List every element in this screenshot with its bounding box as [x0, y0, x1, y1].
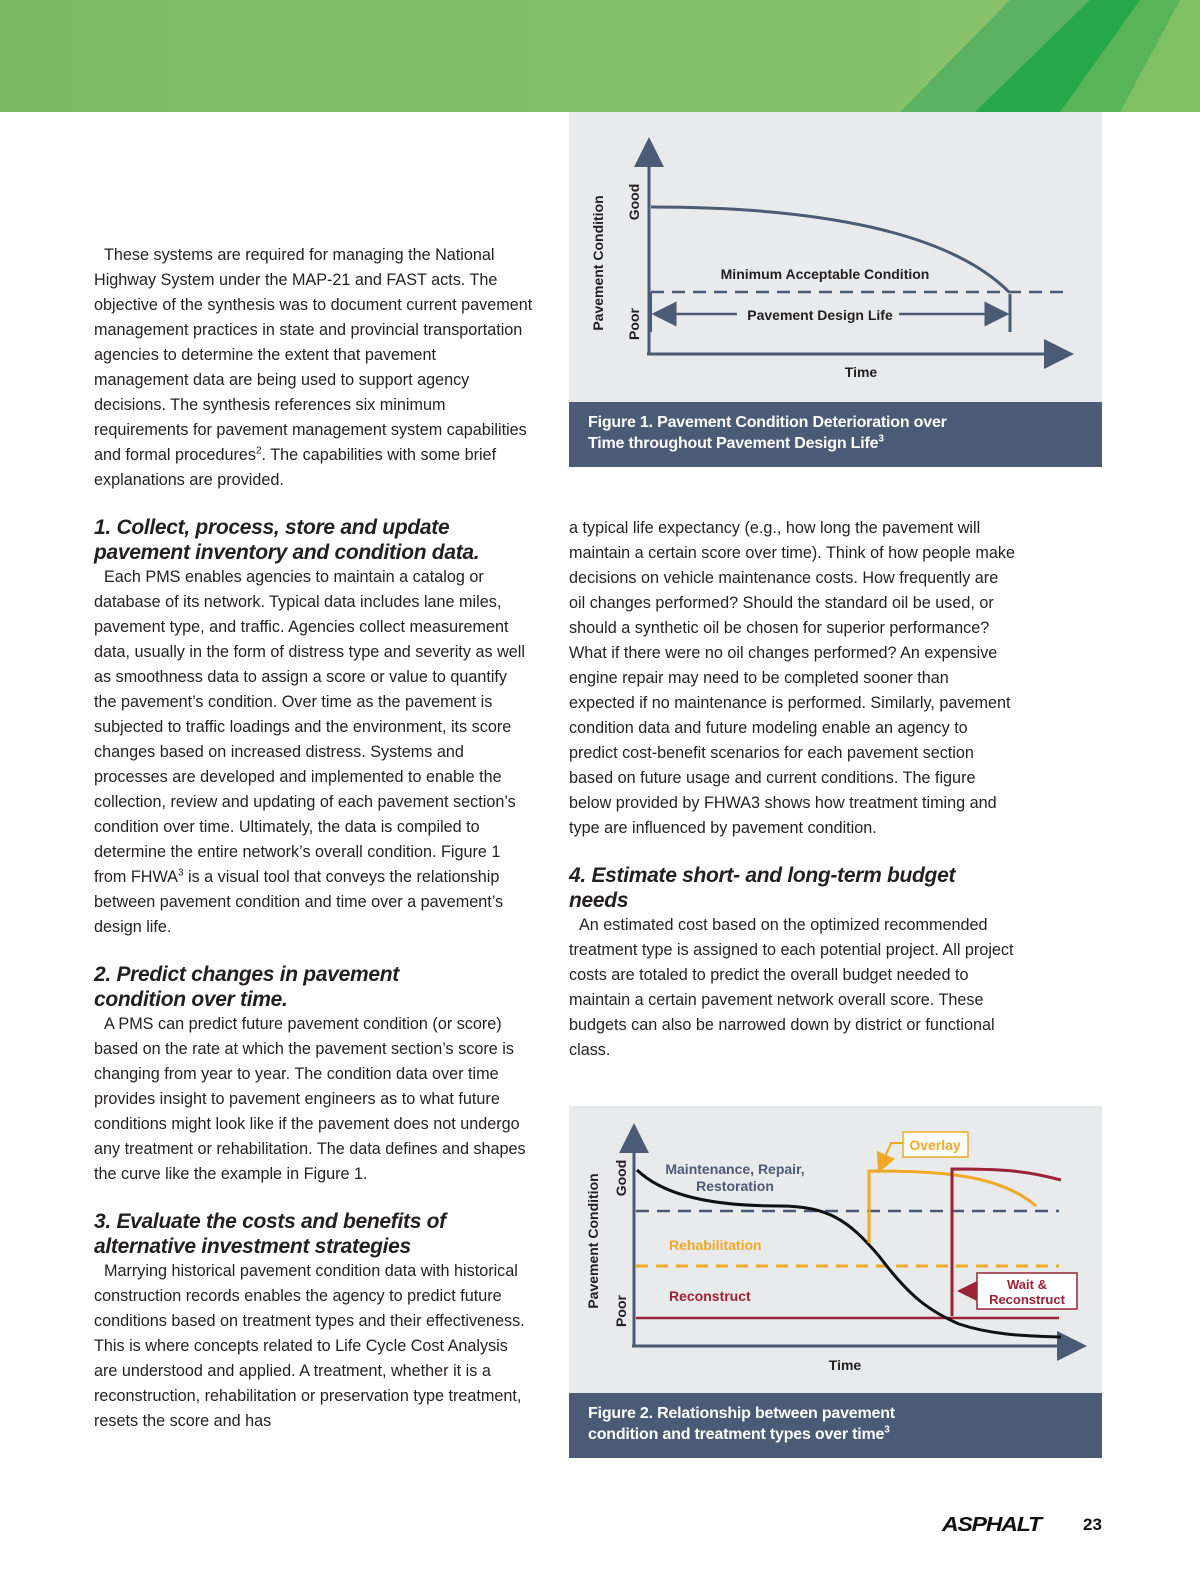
figure-2-mrr-label-line1: Maintenance, Repair, — [665, 1161, 805, 1177]
right-column — [569, 516, 1017, 1063]
figure-2-rehab-label: Rehabilitation — [669, 1237, 762, 1253]
page-number: 23 — [1083, 1515, 1102, 1534]
figure-2-wait-label-line2: Reconstruct — [989, 1292, 1065, 1307]
intro-paragraph: These systems are required for managing the National Highway System under the MAP-21 and FAST acts. The objective of the synthesis was to document current pavement management practices in state and provincial transportation agencies to determine the extent that pavement management data are being used to support agency decisions. The synthesis references six minimum requirements for pavement management system capabilities and formal procedures$^2$. The capabilities with some brief explanations are provided. — [94, 246, 533, 489]
figure-1-design-life-label: Pavement Design Life — [747, 307, 893, 323]
figure-1-caption: Figure 1. Pavement Condition Deterioration over Time throughout Pavement Design Life$^3$ — [569, 402, 1102, 467]
section-3-heading: 3. Evaluate the costs and benefits of alternative investment strategies — [94, 1210, 446, 1258]
figure-1 — [569, 112, 1102, 467]
figure-1-threshold-label: Minimum Acceptable Condition — [720, 266, 930, 282]
figure-2-wait-label-line1: Wait & — [1007, 1277, 1047, 1292]
section-4-text: An estimated cost based on the optimized recommended treatment type is assigned to each potential project. All project costs are totaled to predict the overall budget needed to maintain a certain pavement network overall score. These budgets can also be narrowed down by district or functional class. — [569, 916, 1014, 1059]
figure-2 — [569, 1106, 1102, 1458]
figure-2-good-label: Good — [613, 1159, 629, 1197]
section-1-text: Each PMS enables agencies to maintain a catalog or database of its network. Typical data includes lane miles, pavement type, and traffic. Agencies collect measurement data, usually in the form of distress type and severity as well as smoothness data to assign a score or value to quantify the pavement’s condition. Over time as the pavement is subjected to traffic loadings and the environment, its score changes based on increased distress. Systems and processes are developed and implemented to enable the collection, review and updating of each pavement section’s condition over time. Ultimately, the data is compiled to determine the entire network’s overall condition. Figure 1 from FHWA$^3$ is a visual tool that conveys the relationship between pavement condition and time over a pavement’s design life. — [94, 568, 525, 936]
figure-2-overlay-pointer — [882, 1143, 903, 1164]
figure-2-poor-label: Poor — [613, 1295, 629, 1327]
figure-2-mrr-label-line2: Restoration — [696, 1178, 774, 1194]
footer-brand-logo: ASPHALT — [942, 1514, 1041, 1536]
section-3-text: Marrying historical pavement condition data with historical construction records enables the agency to predict future conditions based on treatment types and their effectiveness. This is where concepts related to Life Cycle Cost Analysis are understood and applied. A treatment, whether it is a reconstruction, rehabilitation or preservation type treatment, resets the score and has — [94, 1262, 525, 1430]
section-2-heading: 2. Predict changes in pavement condition over time. — [94, 963, 399, 1011]
figure-1-x-axis-label: Time — [844, 364, 878, 380]
section-3-continuation: a typical life expectancy (e.g., how long the pavement will maintain a certain score over time). Think of how people make decisions on vehicle maintenance costs. How frequently are oil changes performed? Should the standard oil be used, or should a synthetic oil be chosen for superior performance? What if there were no oil changes performed? An expensive engine repair may need to be completed sooner than expected if no maintenance is performed. Similarly, pavement condition data and future modeling enable an agency to predict cost-benefit scenarios for each pavement section based on future usage and current conditions. The figure below provided by FHWA3 shows how treatment timing and type are influenced by pavement condition. — [569, 519, 1015, 837]
figure-1-y-axis-label: Pavement Condition — [590, 195, 606, 331]
figure-2-overlay-label: Overlay — [909, 1137, 961, 1153]
figure-2-x-axis-label: Time — [828, 1357, 862, 1373]
figure-1-good-label: Good — [626, 183, 642, 221]
figure-2-deterioration-curve — [637, 1170, 1061, 1337]
header-banner — [0, 0, 1200, 112]
figure-2-caption: Figure 2. Relationship between pavement condition and treatment types over time$^3$ — [569, 1393, 1102, 1458]
section-4-heading: 4. Estimate short- and long-term budget needs — [569, 864, 956, 912]
section-1-heading: 1. Collect, process, store and update pavement inventory and condition data. — [94, 516, 480, 564]
figure-1-poor-label: Poor — [626, 308, 642, 340]
figure-2-y-axis-label: Pavement Condition — [585, 1173, 601, 1309]
section-2-text: A PMS can predict future pavement condition (or score) based on the rate at which the pavement section’s score is changing from year to year. The condition data over time provides insight to pavement engineers as to what future conditions might look like if the pavement does not undergo any treatment or rehabilitation. The data defines and shapes the curve like the example in Figure 1. — [94, 1015, 526, 1183]
figure-2-reconstruct-label: Reconstruct — [669, 1288, 751, 1304]
left-column — [94, 243, 534, 1434]
